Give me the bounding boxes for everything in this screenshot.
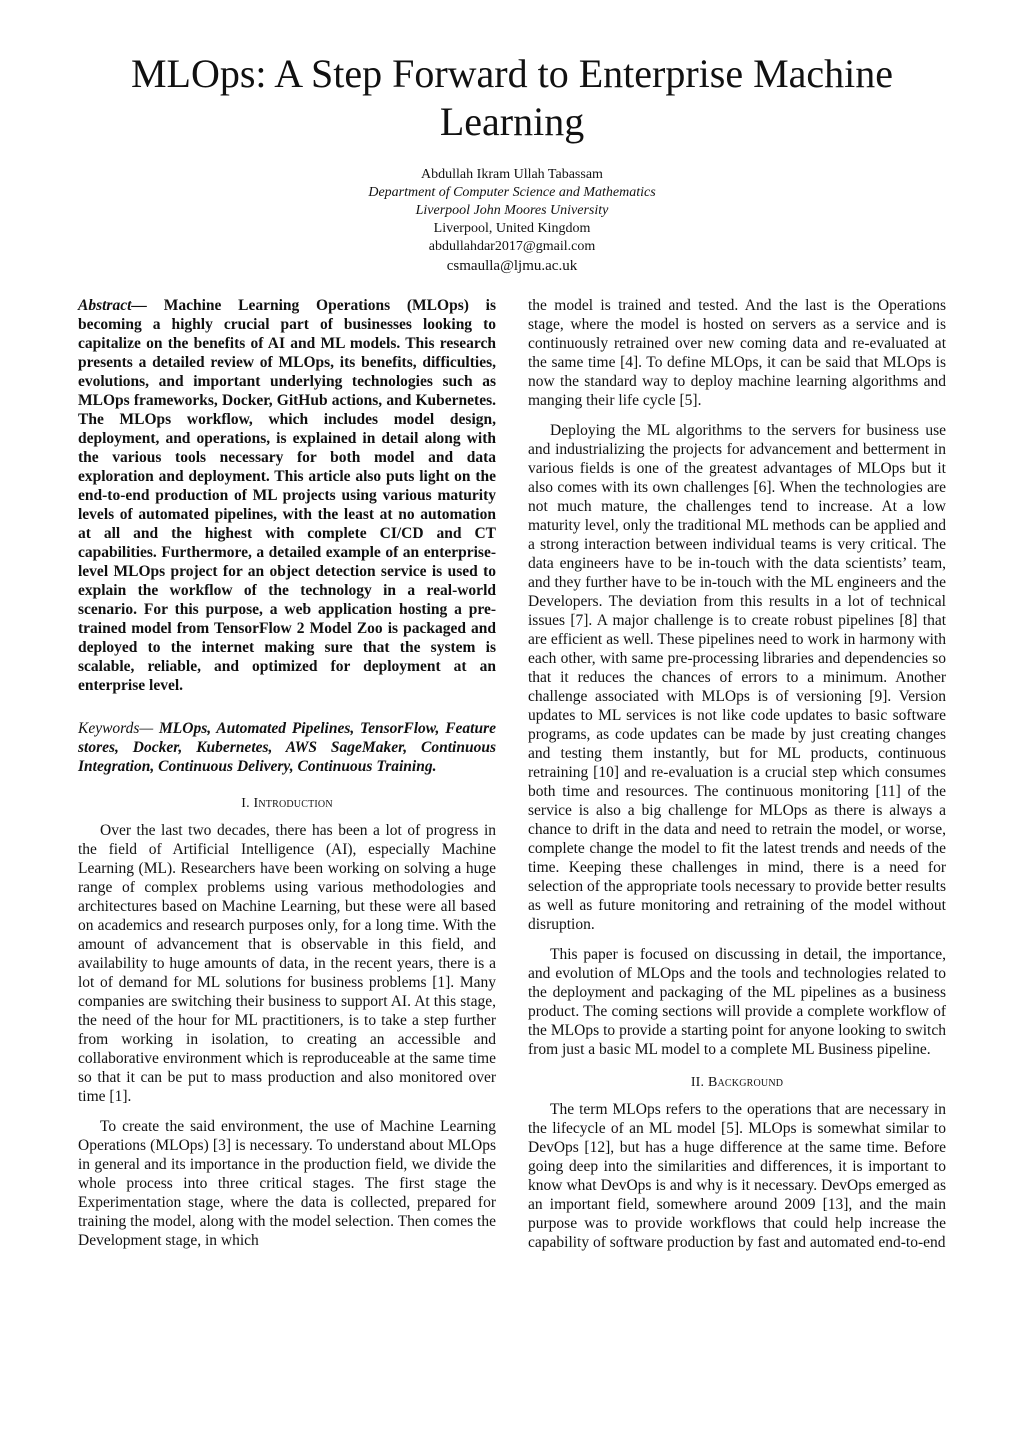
intro-paragraph-2: To create the said environment, the use of Machine Learning Operations (MLOps) [3] is necessary. To understand about MLOps in general and its importance in the production field, we divide the whole process into three critical stages. The first stage the Experimentation stage, where the data is collected, prepared for training the model, along with the model selection. Then comes the Development stage, in which	[78, 1118, 496, 1249]
background-paragraph-1: The term MLOps refers to the operations that are necessary in the lifecycle of an ML model [5]. MLOps is somewhat similar to DevOps [12], but has a huge difference at the same time. Before going deep into the similarities and differences, it is important to know what DevOps is and why is it necessary. DevOps emerged as an important field, somewhere around 2009 [13], and the main purpose was to provide workflows that could help increase the capability of software production by fast and automated end-to-end	[528, 1101, 946, 1251]
abstract-label: Abstract—	[78, 297, 147, 314]
section-numeral: II.	[690, 1075, 705, 1090]
intro-paragraph-4: This paper is focused on discussing in detail, the importance, and evolution of MLOps and the tools and technologies related to the deployment and packaging of the ML pipelines as a business product. The coming sections will provide a complete workflow of the MLOps to provide a starting point for anyone looking to switch from just a basic ML model to a complete ML Business pipeline.	[528, 946, 946, 1058]
author-block	[312, 166, 712, 275]
right-column	[528, 296, 946, 1252]
keywords-text: MLOps, Automated Pipelines, TensorFlow, Feature stores, Docker, Kubernetes, AWS SageMaker, Continuous Integration, Continuous Delivery, Continuous Training.	[78, 720, 497, 775]
section-heading-introduction	[78, 794, 496, 813]
intro-paragraph-2-continued: the model is trained and tested. And the last is the Operations stage, where the model is hosted on servers as a service and is continuously retrained over new coming data and re-evaluated at the same time [4]. To define MLOps, it can be said that MLOps is now the standard way to deploy machine learning algorithms and manging their life cycle [5].	[528, 297, 946, 409]
author-email-secondary: csmaulla@ljmu.ac.uk	[446, 258, 578, 274]
section-heading-background	[528, 1073, 946, 1092]
abstract	[78, 296, 496, 695]
section-title: Background	[707, 1075, 784, 1090]
author-university: Liverpool John Moores University	[415, 203, 609, 218]
author-email: abdullahdar2017@gmail.com	[428, 239, 596, 254]
keywords-label: Keywords—	[78, 720, 154, 737]
author-name: Abdullah Ikram Ullah Tabassam	[421, 167, 603, 182]
paper-title: MLOps: A Step Forward to Enterprise Machine Learning	[130, 51, 894, 144]
section-numeral: I.	[241, 796, 250, 811]
section-title: Introduction	[253, 796, 333, 811]
author-department: Department of Computer Science and Mathematics	[368, 185, 656, 200]
intro-paragraph-1: Over the last two decades, there has been a lot of progress in the field of Artificial Intelligence (AI), especially Machine Learning (ML). Researchers have been working on solving a huge range of complex problems using various methodologies and architectures based on Machine Learning, but these were all based on academics and research purposes only, for a long time. With the amount of advancement that is observable in this field, and availability to huge amounts of data, in the recent years, there is a lot of demand for ML solutions for business problems [1]. Many companies are switching their business to support AI. At this stage, the need of the hour for ML practitioners, is to take a step further from working in isolation, to creating an accessible and collaborative environment which is reproduceable at the same time so that it can be put to mass production and also monitored over time [1].	[78, 822, 496, 1105]
abstract-text: Machine Learning Operations (MLOps) is becoming a highly crucial part of businesses looking to capitalize on the benefits of AI and ML models. This research presents a detailed review of MLOps, its benefits, difficulties, evolutions, and important underlying technologies such as MLOps frameworks, Docker, GitHub actions, and Kubernetes. The MLOps workflow, which includes model design, deployment, and operations, is explained in detail along with the various tools necessary for both model and data exploration and deployment. This article also puts light on the end-to-end production of ML projects using various maturity levels of automated pipelines, with the least at no automation at all and the highest with complete CI/CD and CT capabilities. Furthermore, a detailed example of an enterprise-level MLOps project for an object detection service is used to explain the workflow of the technology in a real-world scenario. For this purpose, a web application hosting a pre-trained model from TensorFlow 2 Model Zoo is packaged and deployed to the internet making sure that the system is scalable, reliable, and optimized for deployment at an enterprise level.	[78, 297, 497, 694]
intro-paragraph-3: Deploying the ML algorithms to the servers for business use and industrializing the projects for advancement and betterment in various fields is one of the greatest advantages of MLOps but it also comes with its own challenges [6]. When the technologies are not much mature, the challenges tend to increase. At a low maturity level, only the traditional ML methods can be applied and a strong interaction between individual teams is very critical. The data engineers have to be in-touch with the data scientists’ team, and they further have to be in-touch with the ML engineers and the Developers. The deviation from this results in a lot of technical issues [7]. A major challenge is to create robust pipelines [8] that are efficient as well. These pipelines need to work in harmony with each other, with same pre-processing libraries and dependencies so that it reduces the chances of errors to a minimum. Another challenge associated with MLOps is of versioning [9]. Version updates to ML services is not like code updates to basic software programs, as code updates can be made by just creating changes and testing them instantly, but for ML products, continuous retraining [10] and re-evaluation is a crucial step which consumes both time and resources. The continuous monitoring [11] of the service is also a big challenge for MLOps as there is always a chance to drift in the data and need to retrain the model, or worse, complete change the model to fit the latest trends and needs of the time. Keeping these challenges in mind, there is a need for selection of the appropriate tools necessary to provide better results as well as future monitoring and retraining of the model without disruption.	[528, 422, 946, 933]
author-location: Liverpool, United Kingdom	[433, 221, 591, 236]
left-column	[78, 296, 496, 1250]
keywords	[78, 719, 496, 776]
